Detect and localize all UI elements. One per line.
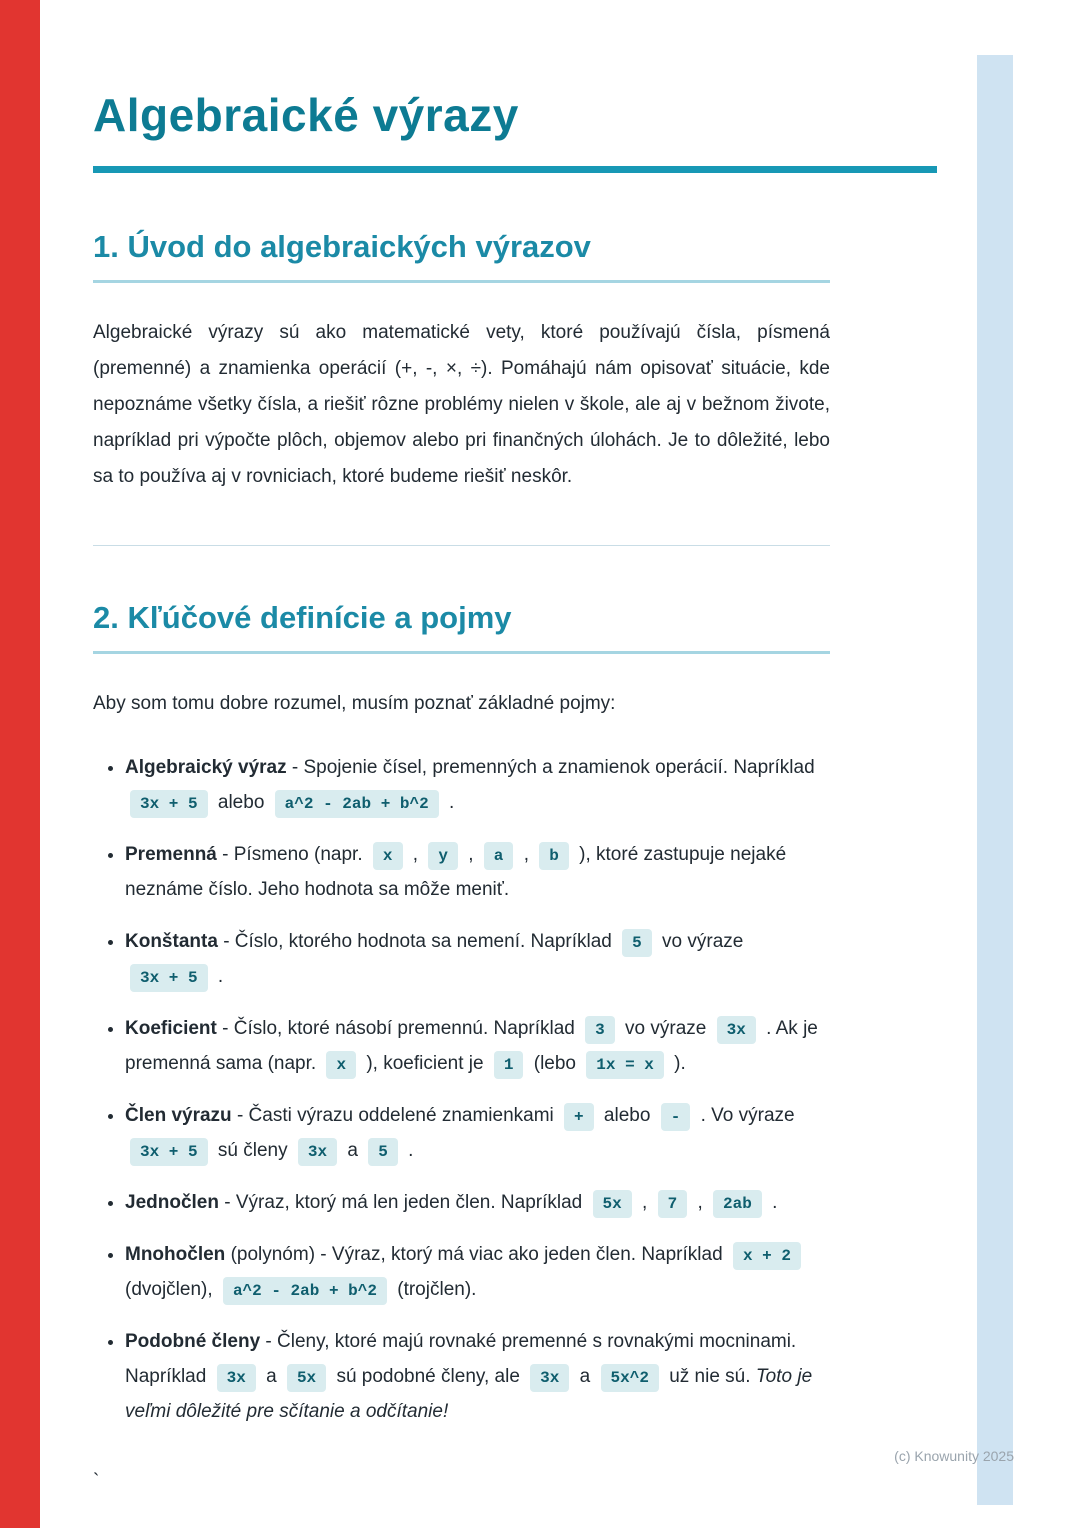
text-segment: alebo bbox=[217, 792, 265, 813]
code-chip: 3x bbox=[530, 1364, 569, 1392]
text-segment: sú členy bbox=[217, 1140, 288, 1161]
content-area bbox=[93, 88, 937, 1493]
code-chip: 3x bbox=[717, 1016, 756, 1044]
list-item bbox=[125, 924, 823, 994]
code-chip: y bbox=[428, 842, 458, 870]
left-accent-bar bbox=[0, 0, 40, 1528]
code-chip: 7 bbox=[658, 1190, 688, 1218]
section1-heading: 1. Úvod do algebraických výrazov bbox=[93, 229, 591, 264]
text-segment: . Ak je premenná sama (napr. bbox=[125, 1018, 818, 1074]
section2-intro: Aby som tomu dobre rozumel, musím poznať základné pojmy: bbox=[93, 693, 616, 714]
text-segment: a bbox=[266, 1366, 277, 1387]
term-label: Koeficient bbox=[125, 1018, 217, 1039]
code-chip: 3x + 5 bbox=[130, 1138, 208, 1166]
right-accent-bar bbox=[977, 55, 1013, 1505]
code-chip: 3x bbox=[217, 1364, 256, 1392]
text-segment: - Číslo, ktoré násobí premennú. Napríklad bbox=[222, 1018, 575, 1039]
text-segment: . bbox=[772, 1192, 778, 1213]
text-segment: alebo bbox=[603, 1105, 651, 1126]
list-item bbox=[125, 1185, 823, 1220]
text-segment: . bbox=[408, 1140, 414, 1161]
code-chip: 3x bbox=[298, 1138, 337, 1166]
text-segment: (polynóm) - Výraz, ktorý má viac ako jeden člen. Napríklad bbox=[230, 1244, 723, 1265]
text-segment: - Spojenie čísel, premenných a znamienok operácií. Napríklad bbox=[291, 757, 815, 778]
section-definitions bbox=[93, 600, 937, 1429]
section-divider bbox=[93, 545, 830, 546]
list-item bbox=[125, 1098, 823, 1168]
text-segment: vo výraze bbox=[662, 931, 744, 952]
list-item bbox=[125, 750, 823, 820]
code-chip: + bbox=[564, 1103, 594, 1131]
code-chip: x bbox=[326, 1051, 356, 1079]
text-segment: , bbox=[412, 844, 419, 865]
italic-note: Toto je veľmi dôležité pre sčítanie a odčítanie! bbox=[125, 1366, 813, 1422]
code-chip: 5x bbox=[287, 1364, 326, 1392]
text-segment: , bbox=[697, 1192, 703, 1213]
title-rule bbox=[93, 166, 937, 173]
text-segment: a bbox=[347, 1140, 358, 1161]
code-chip: 5 bbox=[622, 929, 652, 957]
text-segment: , bbox=[642, 1192, 648, 1213]
code-chip: a^2 - 2ab + b^2 bbox=[223, 1277, 387, 1305]
text-segment: - Písmeno (napr. bbox=[222, 844, 363, 865]
stray-backtick: ` bbox=[93, 1471, 100, 1492]
code-chip: 3x + 5 bbox=[130, 790, 208, 818]
list-item bbox=[125, 1237, 823, 1307]
code-chip: 5x^2 bbox=[601, 1364, 659, 1392]
text-segment: (trojčlen). bbox=[397, 1279, 477, 1300]
code-chip: 3 bbox=[585, 1016, 615, 1044]
section2-rule bbox=[93, 651, 830, 654]
list-item bbox=[125, 1011, 823, 1081]
copyright-footer: (c) Knowunity 2025 bbox=[894, 1448, 1014, 1464]
term-label: Podobné členy bbox=[125, 1331, 261, 1352]
term-label: Člen výrazu bbox=[125, 1105, 232, 1126]
term-label: Premenná bbox=[125, 844, 217, 865]
text-segment: - Výraz, ktorý má len jeden člen. Napríklad bbox=[224, 1192, 583, 1213]
text-segment: . bbox=[217, 966, 224, 987]
code-chip: - bbox=[661, 1103, 691, 1131]
code-chip: 2ab bbox=[713, 1190, 762, 1218]
text-segment: a bbox=[579, 1366, 591, 1387]
code-chip: 5 bbox=[368, 1138, 398, 1166]
code-chip: x + 2 bbox=[733, 1242, 801, 1270]
list-item bbox=[125, 837, 823, 907]
list-item bbox=[125, 1324, 823, 1429]
text-segment: . bbox=[448, 792, 455, 813]
text-segment: - Členy, ktoré majú rovnaké premenné s rovnakými mocninami. Napríklad bbox=[125, 1331, 797, 1387]
page-title: Algebraické výrazy bbox=[93, 89, 519, 141]
section1-paragraph: Algebraické výrazy sú ako matematické vety, ktoré používajú čísla, písmená (premenné) a znamienka operácií (+, -, ×, ÷). Pomáhajú nám opisovať situácie, kde nepoznáme všetky čísla, a riešiť rôzne problémy nielen v škole, ale aj v bežnom živote, napríklad pri výpočte plôch, objemov alebo pri finančných úlohách. Je to dôležité, lebo sa to používa aj v rovniciach, ktoré budeme riešiť neskôr. bbox=[93, 322, 830, 487]
text-segment: už nie sú. bbox=[669, 1366, 756, 1387]
code-chip: a bbox=[484, 842, 514, 870]
section-intro bbox=[93, 229, 937, 495]
text-segment: , bbox=[523, 844, 529, 865]
code-chip: b bbox=[539, 842, 569, 870]
term-label: Konštanta bbox=[125, 931, 218, 952]
text-segment: . Vo výraze bbox=[700, 1105, 795, 1126]
code-chip: 3x + 5 bbox=[130, 964, 208, 992]
text-segment: vo výraze bbox=[625, 1018, 707, 1039]
text-segment: (dvojčlen), bbox=[125, 1279, 213, 1300]
text-segment: ), koeficient je bbox=[366, 1053, 484, 1074]
text-segment: - Časti výrazu oddelené znamienkami bbox=[236, 1105, 554, 1126]
text-segment: - Číslo, ktorého hodnota sa nemení. Napríklad bbox=[223, 931, 612, 952]
code-chip: 5x bbox=[593, 1190, 632, 1218]
term-label: Jednočlen bbox=[125, 1192, 219, 1213]
code-chip: 1 bbox=[494, 1051, 524, 1079]
code-chip: x bbox=[373, 842, 403, 870]
code-chip: a^2 - 2ab + b^2 bbox=[275, 790, 439, 818]
text-segment: ). bbox=[674, 1053, 686, 1074]
section1-rule bbox=[93, 280, 830, 283]
text-segment: , bbox=[468, 844, 474, 865]
text-segment: (lebo bbox=[533, 1053, 576, 1074]
term-label: Mnohočlen bbox=[125, 1244, 226, 1265]
section2-heading: 2. Kľúčové definície a pojmy bbox=[93, 600, 512, 635]
text-segment: ), ktoré zastupuje nejaké neznáme číslo. Jeho hodnota sa môže meniť. bbox=[125, 844, 787, 900]
term-label: Algebraický výraz bbox=[125, 757, 287, 778]
definitions-list bbox=[93, 750, 823, 1429]
text-segment: sú podobné členy, ale bbox=[336, 1366, 520, 1387]
code-chip: 1x = x bbox=[586, 1051, 664, 1079]
